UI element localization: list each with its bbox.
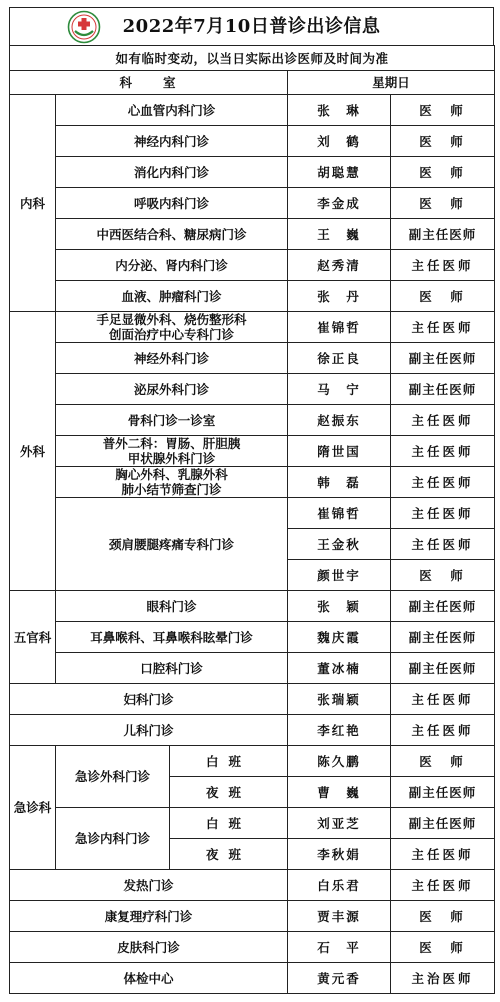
department-cell: 中西医结合科、糖尿病门诊	[56, 219, 288, 250]
title-cell: 主任医师	[391, 436, 495, 467]
doctor-cell: 崔锦哲	[288, 498, 391, 529]
notice-text: 如有临时变动，以当日实际出诊医师及时间为准	[10, 46, 495, 71]
table-row	[10, 901, 495, 932]
department-cell: 口腔科门诊	[56, 653, 288, 684]
doctor-cell: 颜世宇	[288, 560, 391, 591]
title-cell: 医 师	[391, 932, 495, 963]
department-cell: 内分泌、肾内科门诊	[56, 250, 288, 281]
department-cell: 血液、肿瘤科门诊	[56, 281, 288, 312]
department-cell: 皮肤科门诊	[10, 932, 288, 963]
table-row	[10, 684, 495, 715]
title-cell: 副主任医师	[391, 808, 495, 839]
department-cell: 神经内科门诊	[56, 126, 288, 157]
department-cell: 消化内科门诊	[56, 157, 288, 188]
title-cell: 医 师	[391, 188, 495, 219]
title-cell: 副主任医师	[391, 622, 495, 653]
doctor-cell: 张 颖	[288, 591, 391, 622]
title-cell: 副主任医师	[391, 219, 495, 250]
department-cell: 体检中心	[10, 963, 288, 994]
title-cell: 主任医师	[391, 839, 495, 870]
department-cell: 眼科门诊	[56, 591, 288, 622]
title-cell: 主任医师	[391, 467, 495, 498]
doctor-cell: 崔锦哲	[288, 312, 391, 343]
table-row	[10, 932, 495, 963]
title-cell: 医 师	[391, 157, 495, 188]
department-cell	[56, 436, 288, 467]
title-cell: 主任医师	[391, 684, 495, 715]
title-cell: 主治医师	[391, 963, 495, 994]
table-row	[10, 343, 495, 374]
department-cell: 耳鼻喉科、耳鼻喉科眩晕门诊	[56, 622, 288, 653]
doctor-cell: 王 巍	[288, 219, 391, 250]
doctor-cell: 董冰楠	[288, 653, 391, 684]
title-cell: 主任医师	[391, 312, 495, 343]
title-cell: 医 师	[391, 901, 495, 932]
title-cell: 副主任医师	[391, 653, 495, 684]
table-row	[10, 467, 495, 498]
doctor-cell: 隋世国	[288, 436, 391, 467]
title-cell: 主任医师	[391, 870, 495, 901]
shift-cell-night: 夜班	[170, 777, 288, 808]
table-row	[10, 746, 495, 777]
table-row	[10, 715, 495, 746]
doctor-cell: 胡聪慧	[288, 157, 391, 188]
department-cell: 妇科门诊	[10, 684, 288, 715]
department-cell: 神经外科门诊	[56, 343, 288, 374]
table-row	[10, 219, 495, 250]
doctor-cell: 石 平	[288, 932, 391, 963]
doctor-cell: 李秋娟	[288, 839, 391, 870]
category-ent: 五官科	[10, 591, 56, 684]
doctor-cell: 张 琳	[288, 95, 391, 126]
department-line: 胸心外科、乳腺外科	[115, 467, 228, 482]
table-row	[10, 622, 495, 653]
page-header	[9, 7, 494, 45]
title-cell: 主任医师	[391, 405, 495, 436]
shift-cell-day: 白班	[170, 746, 288, 777]
department-line: 创面治疗中心专科门诊	[108, 327, 234, 342]
doctor-cell: 刘亚芝	[288, 808, 391, 839]
column-header-department: 科 室	[10, 71, 288, 95]
column-header-weekday: 星期日	[288, 71, 495, 95]
department-line: 普外二科：胃肠、肝胆胰	[102, 436, 241, 451]
title-cell: 主任医师	[391, 715, 495, 746]
table-row	[10, 95, 495, 126]
department-cell: 呼吸内科门诊	[56, 188, 288, 219]
department-cell: 康复理疗科门诊	[10, 901, 288, 932]
title-cell: 医 师	[391, 126, 495, 157]
department-cell: 儿科门诊	[10, 715, 288, 746]
table-row	[10, 281, 495, 312]
department-cell	[56, 467, 288, 498]
schedule-table	[9, 45, 495, 994]
table-row	[10, 653, 495, 684]
title-cell: 医 师	[391, 281, 495, 312]
department-cell: 急诊外科门诊	[56, 746, 170, 808]
title-cell: 副主任医师	[391, 777, 495, 808]
doctor-cell: 赵秀清	[288, 250, 391, 281]
title-cell: 医 师	[391, 560, 495, 591]
table-row	[10, 963, 495, 994]
doctor-cell: 徐正良	[288, 343, 391, 374]
department-cell: 心血管内科门诊	[56, 95, 288, 126]
department-line: 手足显微外科、烧伤整形科	[96, 312, 247, 327]
table-row	[10, 405, 495, 436]
table-row	[10, 591, 495, 622]
doctor-cell: 刘 鹤	[288, 126, 391, 157]
table-row	[10, 126, 495, 157]
table-row	[10, 188, 495, 219]
doctor-cell: 王金秋	[288, 529, 391, 560]
doctor-cell: 韩 磊	[288, 467, 391, 498]
title-cell: 副主任医师	[391, 343, 495, 374]
shift-cell-night: 夜班	[170, 839, 288, 870]
table-row	[10, 157, 495, 188]
table-row	[10, 870, 495, 901]
table-row	[10, 374, 495, 405]
table-row	[10, 498, 495, 529]
doctor-cell: 魏庆霞	[288, 622, 391, 653]
doctor-cell: 张 丹	[288, 281, 391, 312]
department-cell: 急诊内科门诊	[56, 808, 170, 870]
category-surgery: 外科	[10, 312, 56, 591]
doctor-cell: 曹 巍	[288, 777, 391, 808]
department-cell: 骨科门诊一诊室	[56, 405, 288, 436]
title-cell: 主任医师	[391, 250, 495, 281]
page-title: 2022年7月10日普诊出诊信息	[122, 16, 381, 37]
department-cell: 泌尿外科门诊	[56, 374, 288, 405]
doctor-cell: 黄元香	[288, 963, 391, 994]
table-row	[10, 250, 495, 281]
doctor-cell: 白乐君	[288, 870, 391, 901]
title-cell: 副主任医师	[391, 374, 495, 405]
title-cell: 副主任医师	[391, 591, 495, 622]
shift-cell-day: 白班	[170, 808, 288, 839]
department-cell: 发热门诊	[10, 870, 288, 901]
category-emergency: 急诊科	[10, 746, 56, 870]
title-cell: 主任医师	[391, 498, 495, 529]
doctor-cell: 张瑞颖	[288, 684, 391, 715]
department-line: 肺小结节筛查门诊	[121, 482, 222, 497]
doctor-cell: 陈久鹏	[288, 746, 391, 777]
doctor-cell: 李金成	[288, 188, 391, 219]
department-line: 甲状腺外科门诊	[127, 451, 216, 466]
department-cell: 颈肩腰腿疼痛专科门诊	[56, 498, 288, 591]
title-cell: 医 师	[391, 95, 495, 126]
table-row	[10, 808, 495, 839]
title-cell: 医 师	[391, 746, 495, 777]
department-cell	[56, 312, 288, 343]
doctor-cell: 贾丰源	[288, 901, 391, 932]
doctor-cell: 李红艳	[288, 715, 391, 746]
doctor-cell: 马 宁	[288, 374, 391, 405]
table-row	[10, 436, 495, 467]
title-cell: 主任医师	[391, 529, 495, 560]
table-row	[10, 312, 495, 343]
doctor-cell: 赵振东	[288, 405, 391, 436]
category-internal: 内科	[10, 95, 56, 312]
